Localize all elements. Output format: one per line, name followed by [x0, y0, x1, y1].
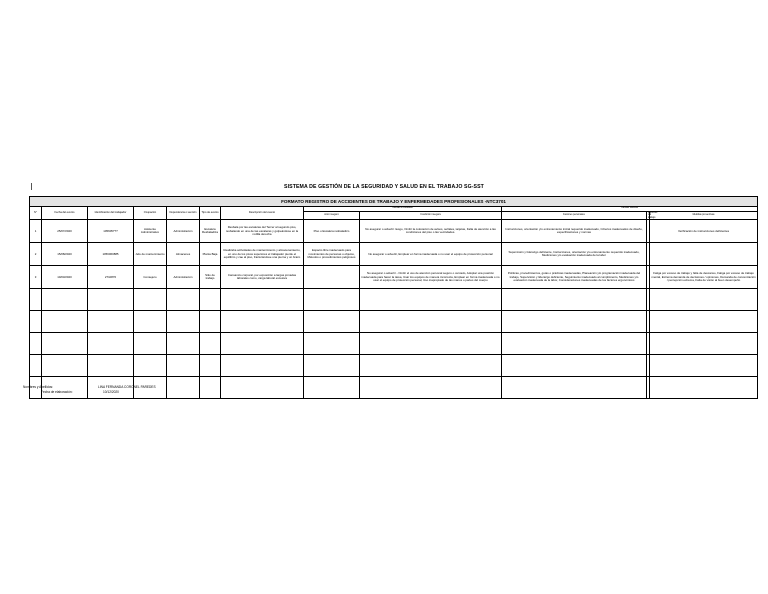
empty-cell	[650, 355, 758, 377]
empty-cell	[200, 377, 221, 399]
cell-number: 3	[30, 266, 42, 289]
empty-cell	[650, 377, 758, 399]
empty-cell	[200, 311, 221, 333]
empty-cell	[167, 333, 200, 355]
subheader-factores-personales: Factores personales	[502, 211, 647, 220]
empty-cell	[304, 333, 360, 355]
empty-cell	[360, 289, 502, 311]
accident-register-table	[29, 196, 758, 399]
empty-cell	[304, 355, 360, 377]
cell-number: 2	[30, 243, 42, 266]
empty-cell	[221, 333, 304, 355]
group-header-causas-basicas: Causas básicas	[502, 207, 758, 212]
col-header-dependencia: Dependencia o sección	[167, 207, 200, 220]
cell-ocupacion: Consejero	[134, 266, 167, 289]
cell-identificacion: 1056060885	[88, 243, 134, 266]
empty-cell	[134, 289, 167, 311]
cell-descripcion: Cansancio corporal, por exposición a largas jornadas laborales como, carga laboral excesiva	[221, 266, 304, 289]
cell-fecha: 10/03/2020	[42, 266, 88, 289]
cell-factores-personales: Políticas, procedimientos, guías o prácticas inadecuadas, Planeación y/o programación inadecuada del trabajo, Supervisión y liderazgo deficiente, Seguimiento inadecuado al cumplimiento, Mediciones y/o evaluación inadecuada de la labor, Consideraciones inadecuadas de los factores ergonómicos	[502, 266, 647, 289]
cell-medidas-preventivas: Fatiga por exceso de trabajo y falta de descanso, Fatiga por exceso de trabajo mental, Extrema demanda de decisiones / opiniones, Demanda de concentración / percepción extrema, Falta de visión al buen desempeño	[650, 266, 758, 289]
col-header-tipo: Tipo de evento	[200, 207, 221, 220]
empty-cell	[134, 355, 167, 377]
table-row-empty	[30, 355, 758, 377]
cell-descripcion: Realizaba actividades de mantenimiento y almacenamiento, en uno de los pisos superiores el trabajador pierde el equilibrio y cae al piso, fracturándose una pierna y un brazo	[221, 243, 304, 266]
cell-ocupacion: Asistente Administrativo	[134, 220, 167, 243]
empty-cell	[42, 355, 88, 377]
empty-cell	[200, 289, 221, 311]
empty-cell	[30, 289, 42, 311]
table-row	[30, 243, 758, 266]
empty-cell	[30, 355, 42, 377]
empty-cell	[42, 311, 88, 333]
cell-identificacion: 2710870	[88, 266, 134, 289]
format-title: FORMATO REGISTRO DE ACCIDENTES DE TRABAJO Y ENFERMEDADES PROFESIONALES -NTC3701	[30, 197, 758, 207]
cell-acto-inseguro	[304, 266, 360, 289]
cell-dependencia: Administración	[167, 220, 200, 243]
table-row-empty	[30, 311, 758, 333]
empty-cell	[221, 377, 304, 399]
empty-cell	[167, 289, 200, 311]
cell-condicion-insegura: No asegurar o advertir - Omitir el uso de atención personal seguro o cercado, Adoptar una posición inadecuada para hacer la tarea, Usar los equipos de manera incorrecta, Emplear en forma inadecuada o no usar el equipo de protección personal, Uso inapropiado de las manos o partes del cuerpo	[360, 266, 502, 289]
empty-cell	[221, 289, 304, 311]
cell-medidas-preventivas	[650, 243, 758, 266]
cell-condicion-insegura: No asegurar o advertir riesgo, Omitir la colocación de avisos, señales, tarjetas, Falta de atención a las condiciones del piso o las vecindades.	[360, 220, 502, 243]
empty-cell	[88, 333, 134, 355]
cell-tipo: Planta Baja	[200, 243, 221, 266]
empty-cell	[360, 311, 502, 333]
cell-ocupacion: Jefe de mantenimiento	[134, 243, 167, 266]
empty-cell	[304, 377, 360, 399]
col-header-number: N°	[30, 207, 42, 220]
group-header-causas-inmediatas: Causas inmediatas	[304, 207, 502, 212]
cell-condicion-insegura: No asegurar o advertir, Emplear en forma inadecuada o no usar el equipo de protección personal	[360, 243, 502, 266]
table-row	[30, 266, 758, 289]
col-header-descripcion: Descripción del evento	[221, 207, 304, 220]
table-row-empty	[30, 289, 758, 311]
empty-cell	[502, 377, 647, 399]
empty-rows	[30, 289, 758, 399]
cell-medidas-preventivas: Verificación de instrucciones deficientes	[650, 220, 758, 243]
empty-cell	[167, 355, 200, 377]
empty-cell	[42, 289, 88, 311]
empty-cell	[360, 377, 502, 399]
cell-tipo: Sitio de trabajo	[200, 266, 221, 289]
subheader-acto-inseguro: Acto inseguro	[304, 211, 360, 220]
empty-cell	[304, 311, 360, 333]
empty-cell	[88, 289, 134, 311]
empty-cell	[134, 311, 167, 333]
empty-cell	[200, 333, 221, 355]
table-row-empty	[30, 333, 758, 355]
nombre-value: LINA FERNANDA CORONEL PAREDES	[98, 385, 156, 389]
main-title: SISTEMA DE GESTIÓN DE LA SEGURIDAD Y SALUD EN EL TRABAJO SG-SST	[284, 184, 484, 190]
cell-factores-personales: Instrucciones, orientación y/o entrenamiento inicial requerido inadecuado, Criterios inadecuados de diseño, especificaciones y normas	[502, 220, 647, 243]
empty-cell	[502, 355, 647, 377]
cell-fecha: 15/08/2020	[42, 243, 88, 266]
empty-cell	[650, 311, 758, 333]
empty-cell	[650, 333, 758, 355]
subheader-medidas-preventivas: Medidas preventivas	[650, 211, 758, 220]
empty-cell	[221, 355, 304, 377]
cell-number: 1	[30, 220, 42, 243]
empty-cell	[88, 311, 134, 333]
empty-cell	[167, 377, 200, 399]
cell-acto-inseguro: Espacio libre inadecuado para movimientos de personas u objetos, Métodos o procedimientos peligrosos	[304, 243, 360, 266]
fecha-label: Fecha de elaboración:	[41, 389, 73, 394]
empty-cell	[30, 311, 42, 333]
empty-cell	[30, 333, 42, 355]
empty-cell	[650, 289, 758, 311]
cell-identificacion: 1056057??	[88, 220, 134, 243]
empty-cell	[502, 333, 647, 355]
cell-dependencia: Administración	[167, 266, 200, 289]
cell-fecha: 25/07/2020	[42, 220, 88, 243]
nombre-label: Nombres y Apellidos:	[23, 385, 53, 389]
table-row	[30, 220, 758, 243]
empty-cell	[134, 333, 167, 355]
cell-factores-personales: Supervisión y liderazgo deficiente, Instrucciones, orientación y/o entrenamiento requerido inadecuado, Mediciones y/o evaluación inadecuada de la labor	[502, 243, 647, 266]
cell-tipo: Escalera Resbaladiza	[200, 220, 221, 243]
cell-descripcion: Resbala por las escaleras del Tercer al segundo piso, resbalando en una de las escaleras y golpeándose en la rodilla derecha	[221, 220, 304, 243]
empty-cell	[167, 311, 200, 333]
cell-acto-inseguro: Piso o Escalera resbaladizo	[304, 220, 360, 243]
col-header-fecha: Fecha del evento	[42, 207, 88, 220]
subheader-factores-trabajo: Factores del trabajo	[648, 210, 658, 219]
subheader-condicion-insegura: Condición insegura	[360, 211, 502, 220]
empty-cell	[502, 289, 647, 311]
empty-cell	[221, 311, 304, 333]
empty-cell	[360, 333, 502, 355]
cell-dependencia: Almacenes	[167, 243, 200, 266]
empty-cell	[360, 355, 502, 377]
empty-cell	[42, 333, 88, 355]
fecha-value: 10/12/2020	[103, 389, 119, 394]
col-header-identificacion: Identificación del trabajador	[88, 207, 134, 220]
empty-cell	[304, 289, 360, 311]
col-header-ocupacion: Ocupación	[134, 207, 167, 220]
empty-cell	[502, 311, 647, 333]
empty-cell	[88, 355, 134, 377]
empty-cell	[200, 355, 221, 377]
